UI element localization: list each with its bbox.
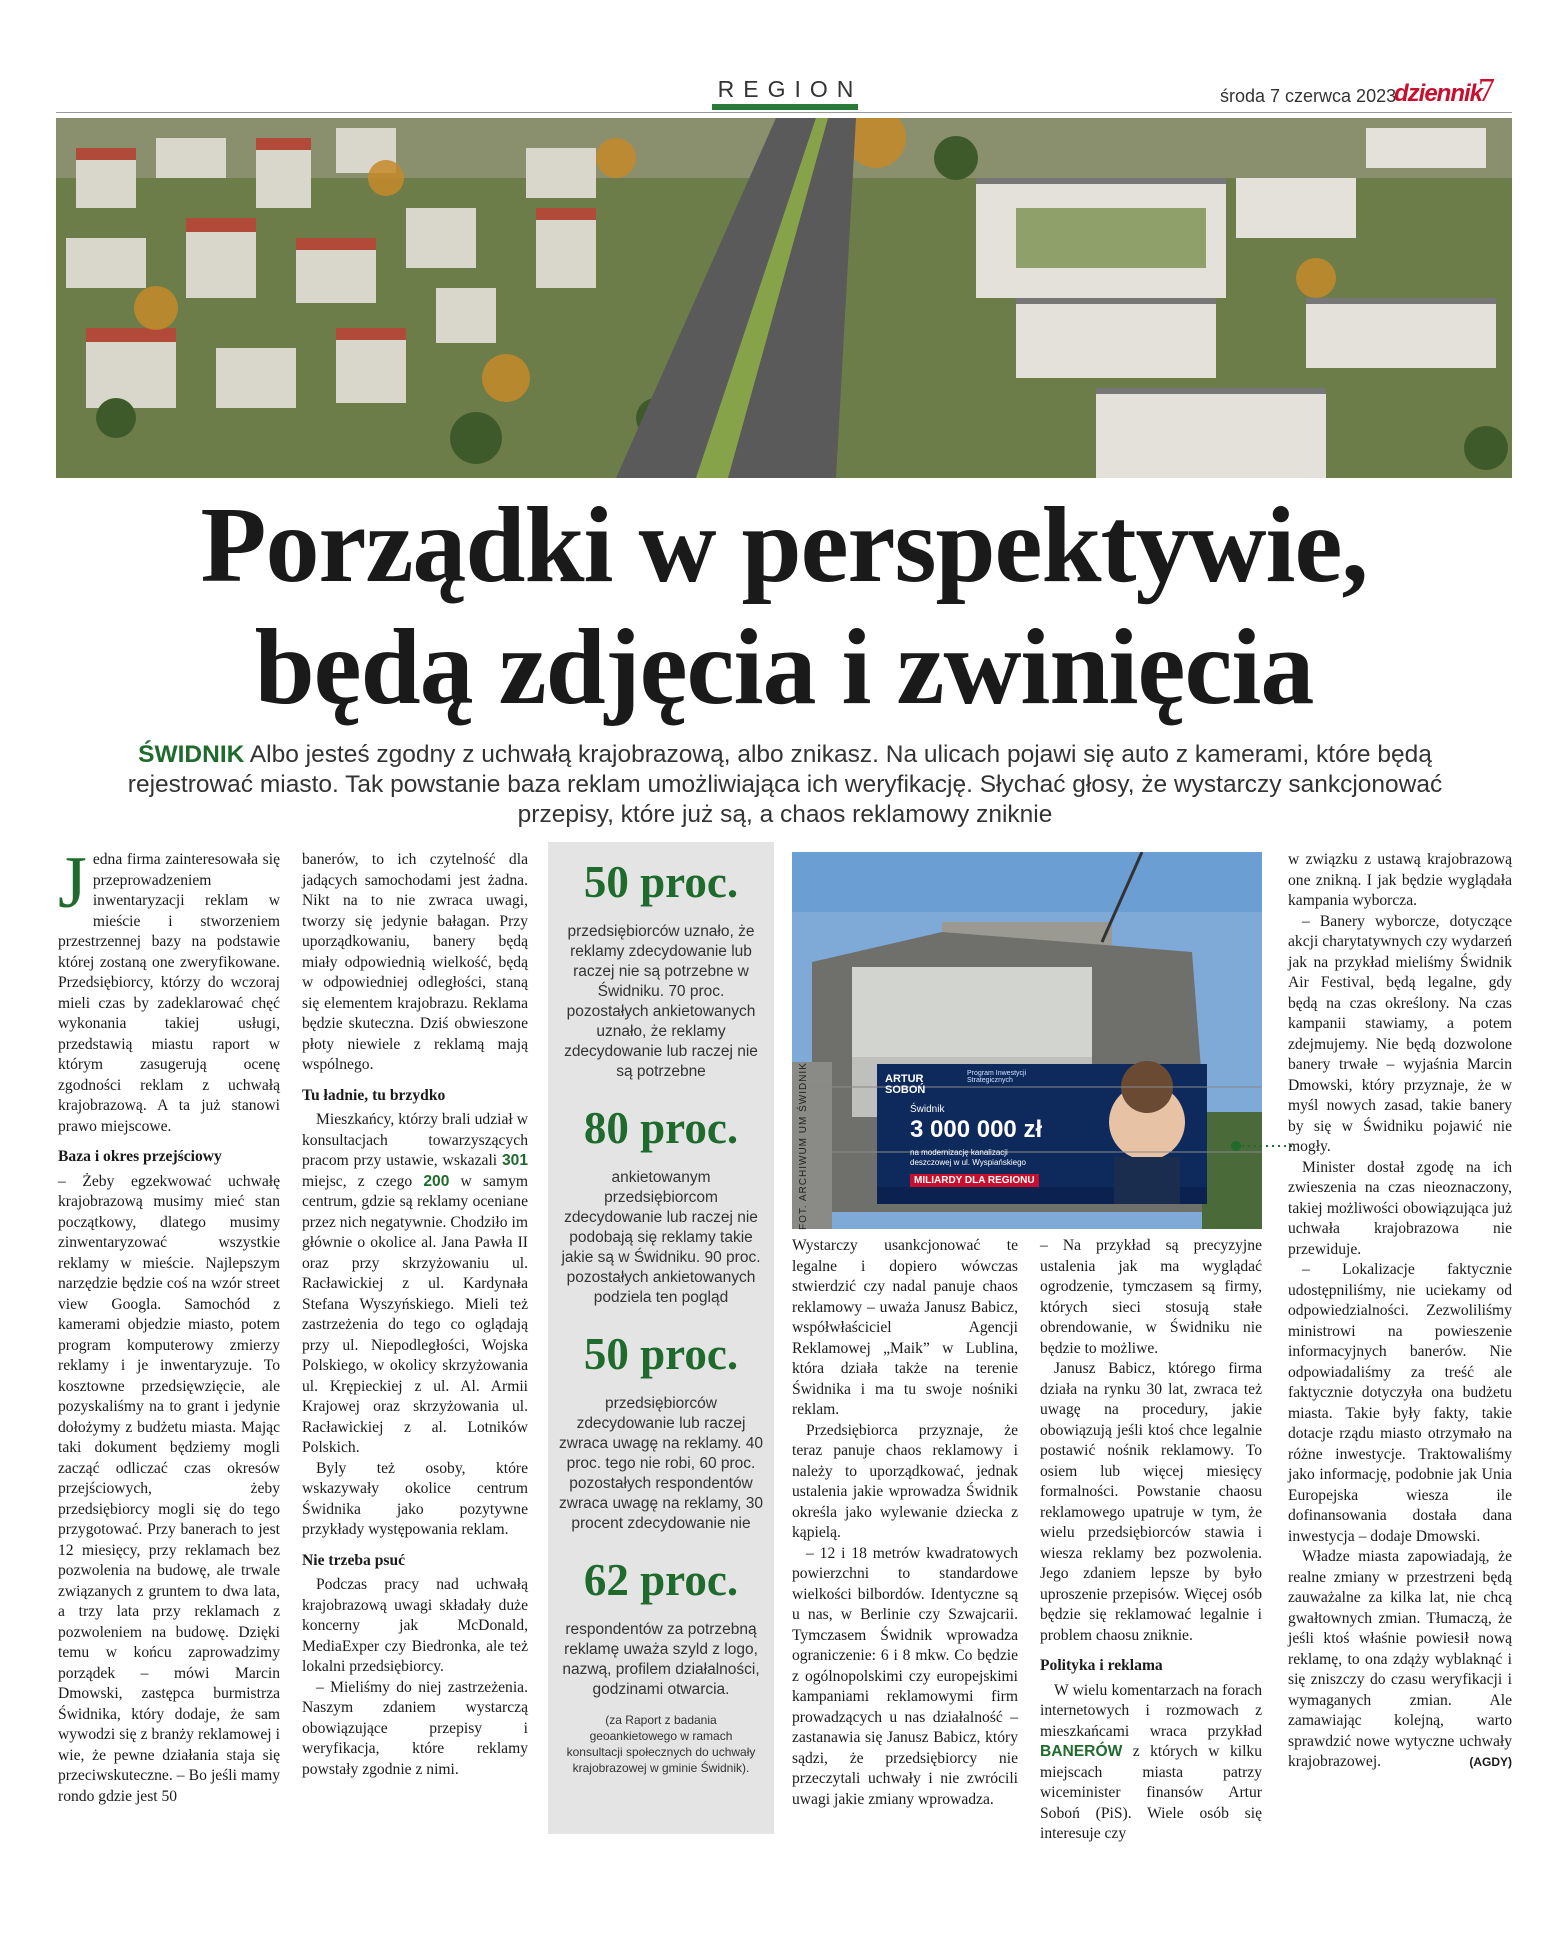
section-underline — [712, 104, 858, 110]
col1-paragraph-2: – Żeby egzekwować uchwałę krajobrazową musimy mieć stan początkowy, dlatego musimy zinwentaryzować wszystkie reklamy w mieście. Najlepszym narzędzie będzie coś na wzór street view Googla. Samochód z kamerami objedzie miasto, potem program komputerowy zmierzy reklamy i je inwentaryzuje. To kosztowne przedsięwzięcie, ale pozyskaliśmy na to grant i jedynie dołożymy z budżetu miasta. Mając taki dokument będziemy mogli zacząć odliczać czas okresów przejściowych, żeby przedsiębiorcy mogli się do tego przygotować. Przy banerach to jest 12 miesięcy, przy reklamach bez pozwolenia na budowę, ale trwale związanych z gruntem to dwa lata, a trzy lata przy reklamach z pozwoleniem na budowę. Dzięki temu w końcu zaprowadzimy porządek – mówi Marcin Dmowski, zastępca burmistrza Świdnika, który dodaje, że sam wywodzi się z branży reklamowej i wie, że pewne działania staja się przeciwskuteczne. – Bo jeśli mamy rondo gdzie jest 50 — [58, 1172, 280, 1805]
col3-paragraph-2: Przedsiębiorca przyznaje, że teraz panuje chaos reklamowy i należy to uporządkować, jednak ustalenia jakie wprowadza Świdnik określa jako wylewanie dziecka z kąpielą. — [792, 1421, 1018, 1541]
stat-4-number: 62 proc. — [583, 1555, 739, 1605]
page-number: 7 — [1478, 72, 1495, 109]
lead-text: Albo jesteś zgodny z uchwałą krajobrazową, albo znikasz. Na ulicach pojawi się auto z kamerami, które będą rejestrować miasto. Tak powstanie baza reklam umożliwiająca ich weryfikację. Słychać głosy, że wystarczy sankcjonować przepisy, które już są, a chaos reklamowy zniknie — [127, 741, 1443, 828]
keyword-banerow: BANERÓW — [1040, 1743, 1123, 1760]
author-signature: (AGDY) — [1469, 1755, 1512, 1769]
stat-1-number: 50 proc. — [583, 857, 739, 907]
headline-line-1: Porządki w perspektywie, — [200, 486, 1368, 605]
photo-credit: FOT. ARCHIWUM UM ŚWIDNIK — [798, 1062, 809, 1230]
stats-sidebar — [548, 842, 774, 1834]
stat-2-number: 80 proc. — [583, 1103, 739, 1153]
article-column-5 — [1288, 850, 1512, 1773]
col2-paragraph-5: – Mieliśmy do niej zastrzeżenia. Naszym zdaniem wystarczą obowiązujące przepisy i weryfikacja, które reklamy powstały zgodnie z nimi. — [302, 1678, 528, 1778]
article-column-3 — [792, 1236, 1018, 1810]
col2-paragraph-1: banerów, to ich czytelność dla jadących samochodami jest żadna. Nikt na to nie zwraca uwagi, tworzy się jedynie bałagan. Przy uporządkowaniu, banery będą miały odpowiednią wielkość, będą w odpowiedniej odległości, staną się elementem krajobrazu. Reklama będzie skuteczna. Dziś obwieszone płoty niewiele z reklamą mają wspólnego. — [302, 851, 528, 1073]
section-label: REGION — [717, 76, 863, 102]
col5-paragraph-2: – Banery wyborcze, dotyczące akcji charytatywnych czy wydarzeń jak na przykład mieliśmy Świdnik Air Festival, będą legalne, gdy będą na czas określony. Na czas kampanii stawiamy, a potem zdejmujemy. Nie będą dozwolone banery trwałe – wyjaśnia Marcin Dmowski, który przyznaje, że w myśl nowych zasad, takie banery by się w Świdniku pojawić nie mogły. — [1288, 912, 1512, 1155]
col4-paragraph-3: W wielu komentarzach na forach internetowych i rozmowach z mieszkańcami wraca przykład BANERÓW z których w kilku miejscach miasta patrzy wiceminister finansów Artur Soboń (PiS). Wiele osób się interesuje czy — [1040, 1681, 1262, 1842]
col2-paragraph-4: Podczas pracy nad uchwałą krajobrazową uwagi składały duże koncerny jak McDonald, MediaExper czy Biedronka, ale też lokalni przedsiębiorcy. — [302, 1576, 528, 1675]
col5-paragraph-1: w związku z ustawą krajobrazową one znikną. I jak będzie wyglądała kampania wyborcza. — [1288, 851, 1512, 909]
banner-desc-1: na modernizację kanalizacji — [910, 1148, 1008, 1157]
headline — [56, 485, 1512, 729]
stats-source: (za Raport z badania geoankietowego w ramach konsultacji społecznych do uchwały krajobrazowej w gminie Świdnik). — [566, 1713, 756, 1775]
callout-dots — [1230, 1140, 1292, 1152]
banner-city: Świdnik — [910, 1104, 945, 1115]
lead-place: ŚWIDNIK — [138, 741, 245, 768]
article-column-1 — [58, 842, 280, 1807]
brand-logo: dziennik — [1394, 80, 1483, 107]
col4-paragraph-2: Janusz Babicz, którego firma działa na rynku 30 lat, zwraca też uwagę na procedury, jakie obowiązują jeśli ktoś chce legalnie postawić nośnik reklamowy. To osiem lub więcej miesięcy formalności. Powstanie chaosu reklamowego upatruje w tym, że wielu przedsiębiorców stawia i wiesza reklamy bez pozwolenia. Jego zdaniem lepsze by było uproszenie przepisów. Więcej osób będzie się reklamować legalnie i problem chaosu zniknie. — [1040, 1360, 1262, 1644]
banner-desc-2: deszczowej w ul. Wyspiańskiego — [910, 1158, 1026, 1167]
issue-date: środa 7 czerwca 2023 — [1220, 86, 1397, 106]
stat-3-text: przedsiębiorców zdecydowanie lub raczej zwraca uwagę na reklamy. 40 proc. tego nie robi, 60 proc. pozostałych respondentów zwraca uwagę na reklamy, 30 procent zdecydowanie nie — [559, 1395, 763, 1532]
col3-paragraph-1: Wystarczy usankcjonować te legalne i dopiero wówczas stwierdzić czy nadal panuje chaos reklamowy – uważa Janusz Babicz, współwłaściciel Agencji Reklamowej „Maik” w Lublina, która działa także na terenie Świdnika i ma tu swoje nośniki reklam. — [792, 1237, 1018, 1418]
hero-aerial-photo — [56, 118, 1512, 478]
banner-slogan: MILIARDY DLA REGIONU — [910, 1174, 1039, 1187]
subheading-baza: Baza i okres przejściowy — [58, 1148, 222, 1165]
col5-paragraph-5: Władze miasta zapowiadają, że realne zmiany w przestrzeni będą zauważalne za kilka lat, nie chcą gwałtownych zmian. Tłumaczą, że jeśli ktoś właśnie powiesił nową reklamę, to ona zdąży wyblaknąć i się zniszczy do czasu weryfikacji i wymaganych zmian. Ale zamawiając kolejną, warto sprawdzić nowe wytyczne uchwały krajobrazowej. (AGDY) — [1288, 1547, 1512, 1773]
banner-amount: 3 000 000 zł — [910, 1116, 1043, 1143]
col2-paragraph-3: Byly też osoby, które wskazywały okolice centrum Świdnika jako pozytywne przykłady występowania reklam. — [302, 1459, 528, 1538]
header-rule — [56, 112, 1512, 113]
headline-line-2: będą zdjęcia i zwinięcia — [254, 608, 1314, 727]
subheading-polityka: Polityka i reklama — [1040, 1657, 1163, 1674]
billboard-photo — [792, 852, 1262, 1229]
subheading-tu-ladnie: Tu ładnie, tu brzydko — [302, 1086, 446, 1104]
col1-paragraph-1: edna firma zainteresowała się przeprowadzeniem inwentaryzacji reklam w mieście i stworzeniem przestrzennej bazy na podstawie której zostaną one zweryfikowane. Przedsiębiorcy, którzy do wczoraj mieli czas by zadeklarować chęć wykonania takiej usługi, przedstawią miastu raport w którym zasugerują ocenę zgodności reklam z uchwałą krajobrazową. A ta już stanowi prawo miejscowe. — [58, 851, 280, 1135]
lead-paragraph — [90, 740, 1480, 830]
article-column-2 — [302, 850, 528, 1780]
banner-name: ARTUR SOBOŃ — [885, 1073, 926, 1096]
count-200: 200 — [423, 1172, 450, 1190]
count-301: 301 — [501, 1152, 528, 1169]
col5-paragraph-4: – Lokalizacje faktycznie udostępniliśmy, nie uciekamy od odpowiedzialności. Zezwoliliśmy ministrowi na powieszenie informacyjnych banerów. Nie odpowiadaliśmy za treść ale faktycznie dotyczyła ona budżetu miasta. Takie były fakty, takie dotacje rządu miasto otrzymało na różne inwestycje. Traktowaliśmy jako informację, podobnie jak Unia Europejska wiesza ile dofinansowania dostała dana inwestycja – dodaje Dmowski. — [1288, 1261, 1512, 1545]
article-column-4 — [1040, 1236, 1262, 1845]
col5-paragraph-3: Minister dostał zgodę na ich zwieszenia na czas nieoznaczony, takiej możliwości obowiązująca już uchwała krajobrazowa nie przewiduje. — [1288, 1158, 1512, 1258]
subheading-nie-trzeba: Nie trzeba psuć — [302, 1551, 406, 1569]
stat-1-text: przedsiębiorców uznało, że reklamy zdecydowanie lub raczej nie są potrzebne w Świdniku. 70 proc. pozostałych ankietowanych uznało, że reklamy zdecydowanie lub raczej nie są potrzebne — [564, 923, 758, 1080]
banner-program: Program Inwestycji Strategicznych — [967, 1070, 1027, 1084]
stat-2-text: ankietowanym przedsiębiorcom zdecydowanie lub raczej nie podobają się reklamy takie jakie są w Świdniku. 90 proc. pozostałych ankietowanych podziela ten pogląd — [561, 1169, 761, 1306]
col3-paragraph-3: – 12 i 18 metrów kwadratowych powierzchni to standardowe wielkości bilbordów. Identyczne są u nas, w Berlinie czy Szwajcarii. Tymczasem Świdnik wprowadza ograniczenie: 6 i 8 mkw. Co będzie z ogólnopolskimi czy europejskimi kampaniami reklamowymi firm prowadzących u nas działalność – zastanawia się Janusz Babicz, który sądzi, że przedsiębiorcy nie przeczytali uchwały i nie zwrócili uwagi jakie zmiany wprowadza. — [792, 1544, 1018, 1808]
col2-paragraph-2: Mieszkańcy, którzy brali udział w konsultacjach towarzyszących pracom przy ustawie, wskazali 301 miejsc, z czego 200 w samym centrum, gdzie są reklamy oceniane przez nich negatywnie. Chodziło im głównie o okolice al. Jana Pawła II oraz przy skrzyżowaniu ul. Racławickiej z ul. Kardynała Stefana Wyszyńskiego. Mieli też zastrzeżenia do tego co oglądają przy ul. Niepodległości, Wojska Polskiego, w okolicy skrzyżowania ul. Krępieckiej z ul. Al. Armii Krajowej oraz skrzyżowania ul. Racławickiej z al. Lotników Polskich. — [302, 1111, 529, 1456]
col4-paragraph-1: – Na przykład są precyzyjne ustalenia jak ma wyglądać ogrodzenie, tymczasem są firmy, których sieci stosują stałe obrendowanie, w Świdniku nie będzie to możliwe. — [1040, 1237, 1262, 1357]
drop-cap: J — [58, 842, 87, 924]
stat-4-text: respondentów za potrzebną reklamę uważa szyld z logo, nazwą, profilem działalności, godzinami otwarcia. — [562, 1621, 760, 1698]
stat-3-number: 50 proc. — [583, 1329, 739, 1379]
